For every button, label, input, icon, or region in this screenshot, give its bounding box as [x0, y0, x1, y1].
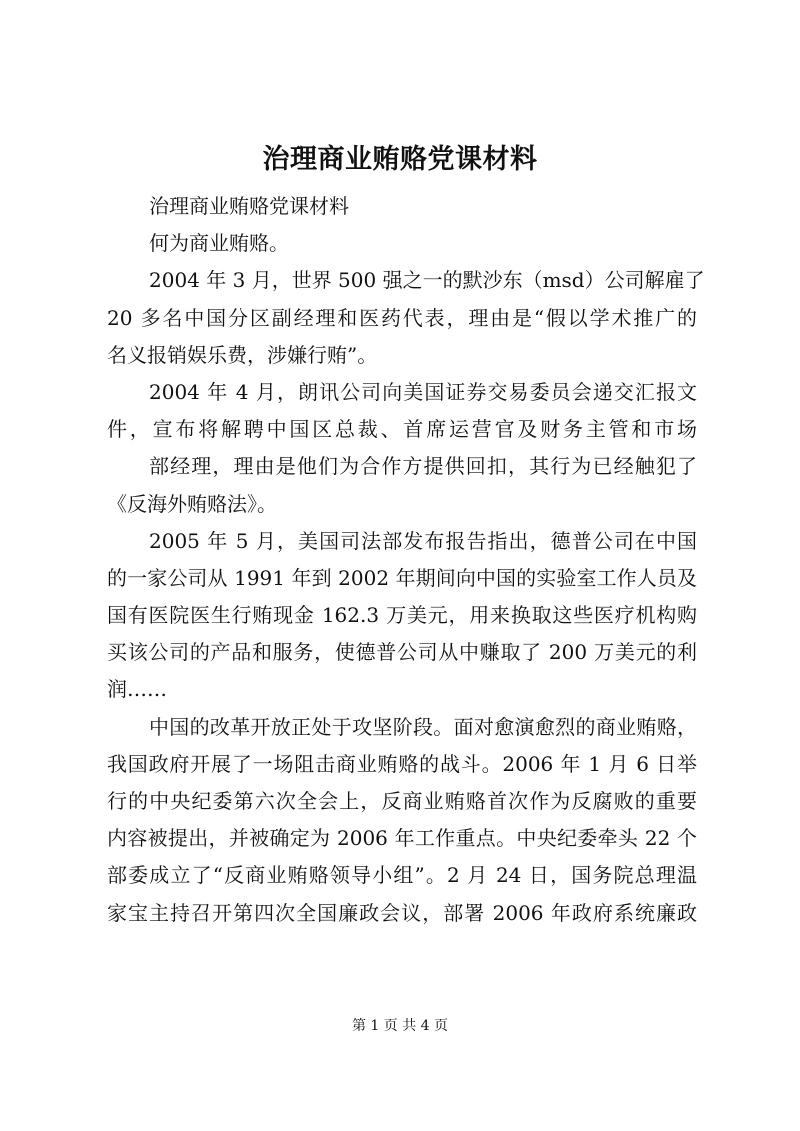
paragraph-line: 名义报销娱乐费，涉嫌行贿”。: [107, 342, 378, 367]
paragraph-line: 件，宣布将解聘中国区总裁、首席运营官及财务主管和市场: [107, 417, 697, 442]
paragraph-line: 的一家公司从 1991 年到 2002 年期间向中国的实验室工作人员及: [107, 565, 697, 590]
paragraph-line: 润……: [107, 677, 167, 702]
paragraph-line: 买该公司的产品和服务，使德普公司从中赚取了 200 万美元的利: [107, 640, 697, 665]
paragraph-line: 行的中央纪委第六次全会上，反商业贿赂首次作为反腐败的重要: [107, 789, 697, 813]
paragraph-line: 部委成立了“反商业贿赂领导小组”。2 月 24 日，国务院总理温: [107, 863, 697, 888]
paragraph-line: 2004 年 4 月，朗讯公司向美国证券交易委员会递交汇报文: [149, 379, 697, 404]
paragraph-line: 我国政府开展了一场阻击商业贿赂的战斗。2006 年 1 月 6 日举: [107, 751, 697, 776]
paragraph-line: 20 多名中国分区副经理和医药代表，理由是“假以学术推广的: [107, 305, 697, 330]
paragraph-line: 家宝主持召开第四次全国廉政会议，部署 2006 年政府系统廉政: [107, 900, 697, 925]
paragraph-line: 2004 年 3 月，世界 500 强之一的默沙东（msd）公司解雇了: [149, 268, 705, 293]
document-body: [107, 188, 705, 932]
paragraph-line: 中国的改革开放正处于攻坚阶段。面对愈演愈烈的商业贿赂，: [149, 714, 697, 739]
paragraph-line: 部经理，理由是他们为合作方提供回扣，其行为已经触犯了: [149, 454, 697, 479]
paragraph-line: 治理商业贿赂党课材料: [149, 194, 349, 218]
paragraph-line: 《反海外贿赂法》。: [107, 491, 277, 516]
paragraph-line: 2005 年 5 月，美国司法部发布报告指出，德普公司在中国: [149, 528, 697, 553]
page-footer: 第 1 页 共 4 页: [351, 1018, 449, 1034]
page-title: 治理商业贿赂党课材料: [262, 144, 538, 175]
paragraph-line: 内容被提出，并被确定为 2006 年工作重点。中央纪委牵头 22 个: [107, 826, 697, 851]
paragraph-line: 何为商业贿赂。: [149, 231, 289, 256]
paragraph-line: 国有医院医生行贿现金 162.3 万美元，用来换取这些医疗机构购: [107, 603, 697, 628]
